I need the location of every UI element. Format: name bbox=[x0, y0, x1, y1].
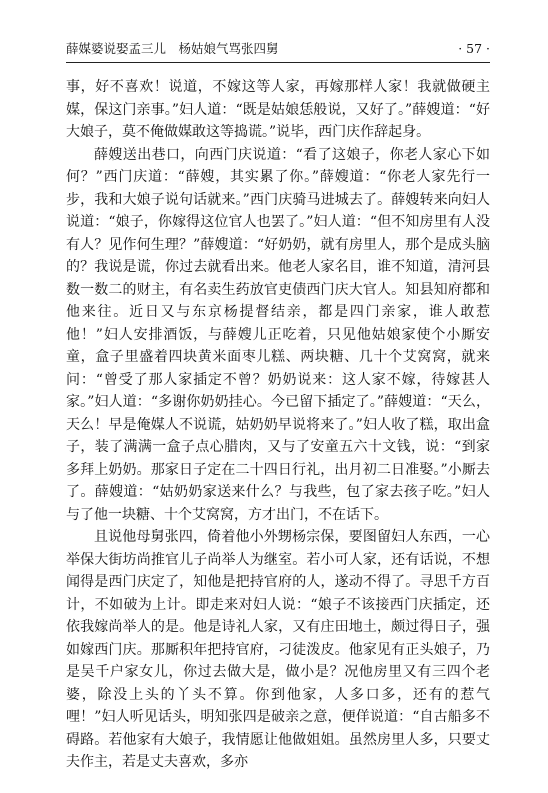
page-header bbox=[66, 38, 490, 60]
body-text bbox=[66, 76, 490, 774]
paragraph-2: 薛嫂送出巷口，向西门庆说道：“看了这娘子，你老人家心下如何？”西门庆道：“薛嫂，其实累了你。”薛嫂道：“你老人家先行一步，我和大娘子说句话就来。”西门庆骑马进城去了。薛嫂转来向妇人说道：“娘子，你嫁得这位官人也罢了。”妇人道：“但不知房里有人没有人？见作何生理？”薛嫂道：“好奶奶，就有房里人，那个是成头脑的？我说是谎，你过去就看出来。他老人家名目，谁不知道，清河县数一数二的财主，有名卖生药放官吏债西门庆大官人。知县知府都和他来往。近日又与东京杨提督结亲，都是四门亲家，谁人敢惹他！”妇人安排酒饭，与薛嫂儿正吃着，只见他姑娘家使个小厮安童，盒子里盛着四块黄米面枣儿糕、两块糖、几十个艾窝窝，就来问：“曾受了那人家插定不曾？奶奶说来：这人家不嫁，待嫁甚人家。”妇人道：“多谢你奶奶挂心。今已留下插定了。”薛嫂道：“天么，天么！早是俺媒人不说谎，姑奶奶早说将来了。”妇人收了糕，取出盒子，装了满满一盒子点心腊肉，又与了安童五六十文钱，说：“到家多拜上奶奶。那家日子定在二十四日行礼，出月初二日准娶。”小厮去了。薛嫂道：“姑奶奶家送来什么？与我些，包了家去孩子吃。”妇人与了他一块糖、十个艾窝窝，方才出门，不在话下。 bbox=[66, 146, 490, 523]
page-number: · 57 · bbox=[458, 41, 490, 56]
header-rule bbox=[66, 62, 490, 63]
paragraph-1: 事，好不喜欢！说道，不嫁这等人家，再嫁那样人家！我就做硬主媒，保这门亲事。”妇人道：“既是姑娘恁般说，又好了。”薛嫂道：“好大娘子，莫不俺做媒敢这等捣谎。”说毕，西门庆作辞起身。 bbox=[66, 79, 490, 140]
running-title: 薛媒婆说娶孟三儿 杨姑娘气骂张四舅 bbox=[66, 41, 279, 56]
paragraph-3: 且说他母舅张四，倚着他小外甥杨宗保，要图留妇人东西，一心举保大街坊尚推官儿子尚举人为继室。若小可人家，还有话说，不想闻得是西门庆定了，知他是把持官府的人，遂动不得了。寻思千方百计，不如破为上计。即走来对妇人说：“娘子不该接西门庆插定，还依我嫁尚举人的是。他是诗礼人家，又有庄田地土，颇过得日子，强如嫁西门庆。那厮积年把持官府，刁徒泼皮。他家见有正头娘子，乃是吴千户家女儿，你过去做大是，做小是？况他房里又有三四个老婆，除没上头的丫头不算。你到他家，人多口多，还有的惹气哩！”妇人听见话头，明知张四是破亲之意，便佯说道：“自古船多不碍路。若他家有大娘子，我情愿让他做姐姐。虽然房里人多，只要丈夫作主，若是丈夫喜欢，多亦 bbox=[66, 529, 490, 770]
